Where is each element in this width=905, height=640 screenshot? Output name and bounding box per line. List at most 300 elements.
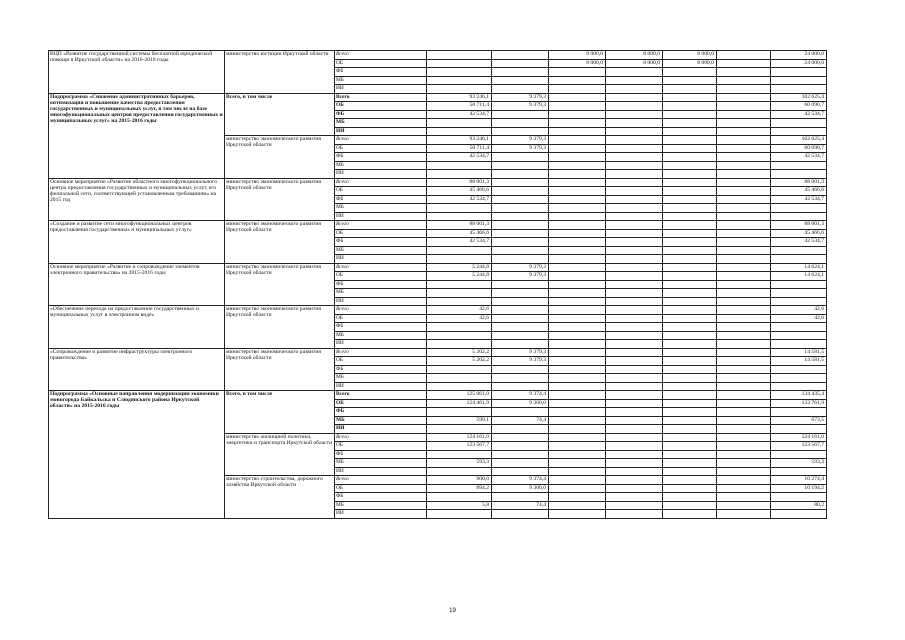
year-value-cell	[717, 484, 771, 493]
year-value-cell	[427, 493, 492, 502]
year-value-cell	[717, 161, 771, 170]
executor-cell: министерство экономического развития Иркутской области	[225, 306, 335, 349]
year-value-cell	[606, 467, 663, 476]
total-value-cell: 593,3	[771, 459, 827, 468]
year-value-cell	[663, 204, 717, 213]
year-value-cell: 42,6	[427, 314, 492, 323]
year-value-cell	[717, 399, 771, 408]
year-value-cell	[717, 238, 771, 247]
year-value-cell	[492, 255, 549, 264]
year-value-cell	[549, 170, 606, 179]
year-value-cell	[549, 144, 606, 153]
year-value-cell	[717, 136, 771, 145]
year-value-cell	[492, 459, 549, 468]
year-value-cell	[663, 187, 717, 196]
year-value-cell	[606, 331, 663, 340]
year-value-cell	[606, 127, 663, 136]
year-value-cell	[427, 425, 492, 434]
year-value-cell	[606, 263, 663, 272]
total-value-cell: 42 534,7	[771, 195, 827, 204]
year-value-cell	[717, 510, 771, 519]
year-value-cell: 42 534,7	[427, 153, 492, 162]
year-value-cell	[427, 450, 492, 459]
funding-source-cell: ФБ	[335, 68, 427, 77]
year-value-cell	[427, 280, 492, 289]
program-name-cell: «Сопровождение и развитие инфраструктуры электронного правительства»	[49, 348, 225, 391]
year-value-cell: 9 379,3	[492, 93, 549, 102]
total-value-cell	[771, 85, 827, 94]
year-value-cell	[427, 323, 492, 332]
table-row	[49, 221, 827, 230]
year-value-cell	[427, 68, 492, 77]
total-value-cell: 60 090,7	[771, 102, 827, 111]
year-value-cell	[427, 51, 492, 60]
year-value-cell	[717, 365, 771, 374]
year-value-cell: 9 379,3	[492, 348, 549, 357]
year-value-cell	[606, 433, 663, 442]
funding-source-cell: Всего	[335, 93, 427, 102]
year-value-cell	[492, 297, 549, 306]
total-value-cell: 14 624,1	[771, 272, 827, 281]
year-value-cell	[549, 340, 606, 349]
year-value-cell: 8 000,0	[606, 51, 663, 60]
funding-source-cell: Всего	[335, 433, 427, 442]
funding-source-cell: МБ	[335, 374, 427, 383]
year-value-cell	[606, 85, 663, 94]
year-value-cell	[663, 212, 717, 221]
total-value-cell	[771, 127, 827, 136]
executor-cell: министерство экономического развития Иркутской области	[225, 178, 335, 221]
year-value-cell: 5 244,8	[427, 263, 492, 272]
year-value-cell	[549, 127, 606, 136]
year-value-cell	[663, 331, 717, 340]
year-value-cell	[717, 221, 771, 230]
year-value-cell	[549, 433, 606, 442]
year-value-cell	[606, 93, 663, 102]
year-value-cell	[663, 246, 717, 255]
funding-source-cell: МБ	[335, 246, 427, 255]
year-value-cell	[717, 272, 771, 281]
year-value-cell	[492, 212, 549, 221]
year-value-cell	[549, 238, 606, 247]
year-value-cell	[427, 170, 492, 179]
year-value-cell	[492, 374, 549, 383]
total-value-cell: 88 001,3	[771, 178, 827, 187]
year-value-cell: 9 374,4	[492, 391, 549, 400]
total-value-cell: 102 625,4	[771, 93, 827, 102]
funding-source-cell: ФБ	[335, 195, 427, 204]
year-value-cell: 124 461,9	[427, 399, 492, 408]
funding-source-cell: ОБ	[335, 314, 427, 323]
year-value-cell	[549, 119, 606, 128]
year-value-cell: 5 244,8	[427, 272, 492, 281]
year-value-cell	[427, 76, 492, 85]
year-value-cell	[549, 357, 606, 366]
funding-source-cell: Всего	[335, 51, 427, 60]
year-value-cell	[717, 59, 771, 68]
total-value-cell: 42,6	[771, 306, 827, 315]
year-value-cell	[663, 93, 717, 102]
year-value-cell	[663, 357, 717, 366]
year-value-cell	[606, 484, 663, 493]
table-row	[49, 178, 827, 187]
year-value-cell	[717, 467, 771, 476]
year-value-cell	[549, 493, 606, 502]
year-value-cell	[663, 467, 717, 476]
funding-source-cell: МБ	[335, 289, 427, 298]
total-value-cell: 42 534,7	[771, 153, 827, 162]
year-value-cell	[427, 119, 492, 128]
year-value-cell	[492, 195, 549, 204]
year-value-cell	[717, 340, 771, 349]
year-value-cell	[492, 153, 549, 162]
funding-source-cell: ФБ	[335, 323, 427, 332]
year-value-cell	[717, 51, 771, 60]
year-value-cell: 8 000,0	[663, 59, 717, 68]
year-value-cell	[663, 85, 717, 94]
total-value-cell: 42 534,7	[771, 238, 827, 247]
year-value-cell: 88 001,3	[427, 178, 492, 187]
year-value-cell	[606, 272, 663, 281]
funding-source-cell: МБ	[335, 76, 427, 85]
year-value-cell: 9 379,3	[492, 263, 549, 272]
program-name-cell: «Обеспечение перехода на предоставление государственных и муниципальных услуг в электронном виде»	[49, 306, 225, 349]
total-value-cell	[771, 323, 827, 332]
total-value-cell	[771, 170, 827, 179]
year-value-cell	[549, 459, 606, 468]
year-value-cell: 50 711,4	[427, 102, 492, 111]
funding-source-cell: Всего	[335, 136, 427, 145]
funding-source-cell: ФБ	[335, 238, 427, 247]
year-value-cell	[606, 144, 663, 153]
year-value-cell	[606, 493, 663, 502]
year-value-cell	[663, 297, 717, 306]
year-value-cell	[492, 323, 549, 332]
year-value-cell	[606, 204, 663, 213]
funding-source-cell: ОБ	[335, 357, 427, 366]
year-value-cell	[492, 76, 549, 85]
year-value-cell	[549, 136, 606, 145]
year-value-cell	[606, 399, 663, 408]
funding-source-cell: МБ	[335, 119, 427, 128]
year-value-cell	[717, 289, 771, 298]
year-value-cell: 9 379,3	[492, 144, 549, 153]
year-value-cell	[492, 314, 549, 323]
year-value-cell: 5 202,2	[427, 348, 492, 357]
total-value-cell	[771, 467, 827, 476]
year-value-cell	[549, 246, 606, 255]
table-row	[49, 263, 827, 272]
year-value-cell	[492, 119, 549, 128]
year-value-cell	[663, 433, 717, 442]
year-value-cell	[492, 68, 549, 77]
year-value-cell: 9 379,3	[492, 102, 549, 111]
year-value-cell	[427, 510, 492, 519]
year-value-cell: 50 711,4	[427, 144, 492, 153]
year-value-cell	[663, 323, 717, 332]
year-value-cell	[663, 110, 717, 119]
year-value-cell	[606, 221, 663, 230]
year-value-cell	[606, 153, 663, 162]
year-value-cell	[549, 450, 606, 459]
year-value-cell	[606, 110, 663, 119]
year-value-cell: 42,6	[427, 306, 492, 315]
funding-source-cell: ФБ	[335, 280, 427, 289]
year-value-cell	[427, 467, 492, 476]
year-value-cell: 5 202,2	[427, 357, 492, 366]
year-value-cell	[606, 365, 663, 374]
year-value-cell	[606, 425, 663, 434]
year-value-cell	[549, 399, 606, 408]
table-row	[49, 433, 827, 442]
program-name-cell: ВЦП «Развитие государственной системы бесплатной юридической помощи в Иркутской области» на 2016-2018 годы	[49, 51, 225, 94]
year-value-cell: 123 567,7	[427, 442, 492, 451]
year-value-cell	[549, 442, 606, 451]
year-value-cell	[492, 510, 549, 519]
year-value-cell	[717, 314, 771, 323]
year-value-cell	[663, 68, 717, 77]
year-value-cell	[549, 391, 606, 400]
year-value-cell	[492, 289, 549, 298]
year-value-cell	[549, 255, 606, 264]
program-name-cell	[49, 136, 225, 179]
funding-source-cell: ФБ	[335, 450, 427, 459]
year-value-cell: 593,3	[427, 459, 492, 468]
year-value-cell: 42 534,7	[427, 110, 492, 119]
year-value-cell	[606, 357, 663, 366]
funding-source-cell: МБ	[335, 459, 427, 468]
executor-cell: министерство экономического развития Иркутской области	[225, 221, 335, 264]
table-row	[49, 476, 827, 485]
year-value-cell: 9 300,0	[492, 399, 549, 408]
year-value-cell	[427, 374, 492, 383]
total-value-cell: 14 581,5	[771, 357, 827, 366]
year-value-cell	[663, 459, 717, 468]
year-value-cell	[717, 391, 771, 400]
year-value-cell	[663, 425, 717, 434]
year-value-cell	[427, 59, 492, 68]
year-value-cell	[427, 382, 492, 391]
year-value-cell	[549, 331, 606, 340]
year-value-cell	[663, 238, 717, 247]
year-value-cell	[549, 382, 606, 391]
funding-source-cell: ОБ	[335, 187, 427, 196]
year-value-cell	[492, 85, 549, 94]
year-value-cell	[549, 272, 606, 281]
year-value-cell	[717, 195, 771, 204]
year-value-cell	[717, 331, 771, 340]
year-value-cell	[606, 476, 663, 485]
year-value-cell	[492, 246, 549, 255]
page-number: 19	[449, 608, 456, 614]
table-row	[49, 51, 827, 60]
year-value-cell: 9 379,3	[492, 136, 549, 145]
table-row	[49, 136, 827, 145]
year-value-cell	[606, 306, 663, 315]
year-value-cell	[549, 76, 606, 85]
funding-source-cell: ИИ	[335, 255, 427, 264]
year-value-cell	[492, 280, 549, 289]
year-value-cell	[663, 263, 717, 272]
year-value-cell	[549, 178, 606, 187]
funding-source-cell: Всего	[335, 476, 427, 485]
funding-source-cell: ФБ	[335, 408, 427, 417]
funding-source-cell: ИИ	[335, 170, 427, 179]
total-value-cell: 24 000,0	[771, 59, 827, 68]
program-name-cell: Основное мероприятие «Развитие областного многофункционального центра предоставления государственных и муниципальных услуг, его филиальной сети, соответствующей установленным требованиям» на 2015 год	[49, 178, 225, 221]
year-value-cell	[717, 442, 771, 451]
year-value-cell	[427, 297, 492, 306]
year-value-cell	[549, 161, 606, 170]
year-value-cell	[492, 187, 549, 196]
year-value-cell	[606, 289, 663, 298]
program-name-cell: Подпрограмма «Снижение административных барьеров, оптимизация и повышение качества предоставления государственных и муниципальных услуг, в том числе на базе многофункциональных центров предоставления государственных и муниципальных услуг» на 2015-2016 годы	[49, 93, 225, 136]
year-value-cell	[549, 425, 606, 434]
year-value-cell	[492, 467, 549, 476]
year-value-cell: 45 466,6	[427, 187, 492, 196]
total-value-cell	[771, 255, 827, 264]
funding-source-cell: ФБ	[335, 493, 427, 502]
funding-source-cell: МБ	[335, 501, 427, 510]
year-value-cell	[663, 76, 717, 85]
year-value-cell	[717, 501, 771, 510]
year-value-cell	[606, 314, 663, 323]
year-value-cell	[427, 212, 492, 221]
funding-source-cell: ОБ	[335, 59, 427, 68]
year-value-cell	[549, 195, 606, 204]
year-value-cell	[717, 374, 771, 383]
year-value-cell	[606, 348, 663, 357]
year-value-cell	[606, 459, 663, 468]
year-value-cell	[606, 170, 663, 179]
year-value-cell	[549, 348, 606, 357]
year-value-cell	[492, 59, 549, 68]
year-value-cell	[663, 272, 717, 281]
year-value-cell	[549, 221, 606, 230]
year-value-cell	[492, 127, 549, 136]
year-value-cell	[427, 408, 492, 417]
year-value-cell: 45 466,6	[427, 229, 492, 238]
year-value-cell	[427, 85, 492, 94]
total-value-cell	[771, 289, 827, 298]
total-value-cell: 42,6	[771, 314, 827, 323]
year-value-cell	[606, 416, 663, 425]
year-value-cell	[606, 510, 663, 519]
year-value-cell	[549, 68, 606, 77]
year-value-cell	[492, 493, 549, 502]
total-value-cell	[771, 246, 827, 255]
year-value-cell	[606, 178, 663, 187]
total-value-cell	[771, 204, 827, 213]
program-name-cell	[49, 433, 225, 476]
year-value-cell	[717, 76, 771, 85]
total-value-cell: 88 001,3	[771, 221, 827, 230]
year-value-cell	[549, 323, 606, 332]
year-value-cell	[549, 467, 606, 476]
year-value-cell	[606, 187, 663, 196]
year-value-cell	[549, 374, 606, 383]
year-value-cell	[492, 331, 549, 340]
year-value-cell	[717, 433, 771, 442]
year-value-cell	[549, 416, 606, 425]
table-row	[49, 93, 827, 102]
year-value-cell	[549, 289, 606, 298]
year-value-cell	[717, 102, 771, 111]
year-value-cell	[492, 306, 549, 315]
total-value-cell	[771, 340, 827, 349]
funding-source-cell: ОБ	[335, 144, 427, 153]
year-value-cell	[606, 136, 663, 145]
year-value-cell	[717, 187, 771, 196]
year-value-cell: 42 534,7	[427, 238, 492, 247]
total-value-cell	[771, 280, 827, 289]
year-value-cell	[549, 365, 606, 374]
year-value-cell	[717, 459, 771, 468]
year-value-cell	[663, 399, 717, 408]
year-value-cell	[663, 221, 717, 230]
year-value-cell	[606, 450, 663, 459]
year-value-cell: 88 001,3	[427, 221, 492, 230]
program-name-cell	[49, 476, 225, 519]
year-value-cell	[606, 238, 663, 247]
year-value-cell	[606, 68, 663, 77]
year-value-cell	[549, 204, 606, 213]
year-value-cell: 125 061,0	[427, 391, 492, 400]
total-value-cell	[771, 374, 827, 383]
funding-source-cell: ИИ	[335, 425, 427, 434]
funding-source-cell: ФБ	[335, 153, 427, 162]
year-value-cell	[427, 340, 492, 349]
year-value-cell: 74,4	[492, 416, 549, 425]
year-value-cell	[606, 102, 663, 111]
total-value-cell	[771, 450, 827, 459]
total-value-cell: 24 000,0	[771, 51, 827, 60]
year-value-cell	[663, 255, 717, 264]
total-value-cell: 134 435,4	[771, 391, 827, 400]
total-value-cell	[771, 510, 827, 519]
funding-source-cell: Всего	[335, 391, 427, 400]
total-value-cell	[771, 408, 827, 417]
year-value-cell: 8 000,0	[663, 51, 717, 60]
funding-source-cell: ИИ	[335, 85, 427, 94]
year-value-cell	[549, 280, 606, 289]
year-value-cell	[606, 340, 663, 349]
year-value-cell	[492, 178, 549, 187]
year-value-cell	[717, 127, 771, 136]
year-value-cell	[663, 484, 717, 493]
funding-source-cell: ФБ	[335, 365, 427, 374]
year-value-cell	[717, 382, 771, 391]
year-value-cell	[717, 68, 771, 77]
year-value-cell	[606, 323, 663, 332]
table-row	[49, 391, 827, 400]
year-value-cell	[717, 212, 771, 221]
year-value-cell	[663, 119, 717, 128]
year-value-cell	[427, 255, 492, 264]
total-value-cell	[771, 493, 827, 502]
year-value-cell	[717, 229, 771, 238]
year-value-cell	[549, 187, 606, 196]
funding-source-cell: ОБ	[335, 399, 427, 408]
year-value-cell: 42 534,7	[427, 195, 492, 204]
budget-table	[48, 50, 827, 519]
year-value-cell	[549, 102, 606, 111]
year-value-cell	[717, 323, 771, 332]
year-value-cell: 5,8	[427, 501, 492, 510]
year-value-cell	[717, 144, 771, 153]
executor-cell: министерство юстиции Иркутской области	[225, 51, 335, 94]
year-value-cell	[427, 127, 492, 136]
